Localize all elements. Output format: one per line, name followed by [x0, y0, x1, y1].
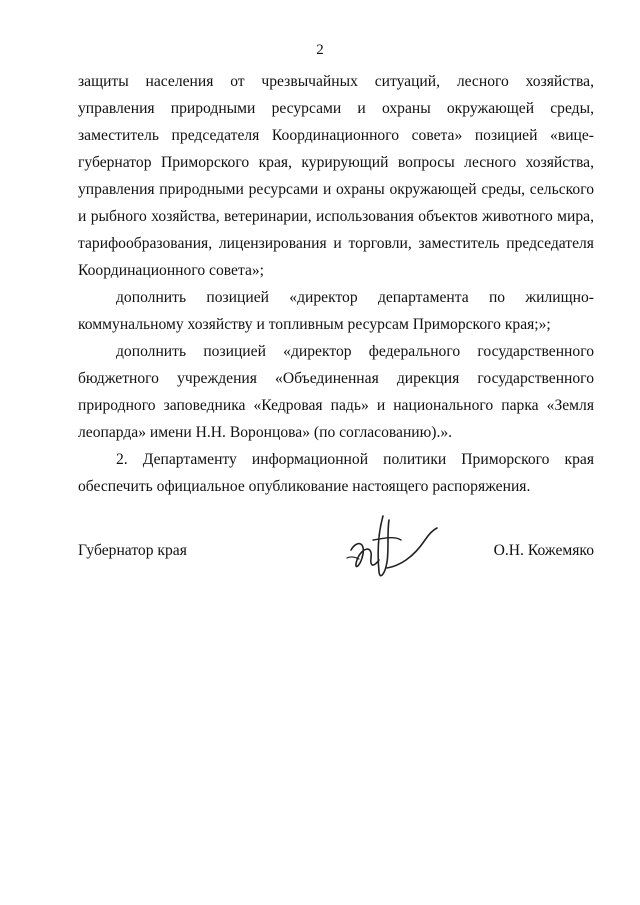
signatory-name: О.Н. Кожемяко [493, 542, 594, 559]
handwritten-signature [343, 510, 443, 585]
paragraph-publication-order: 2. Департаменту информационной политики Приморского края обеспечить официальное опубликование настоящего распоряжения. [78, 451, 594, 495]
document-body [78, 68, 594, 500]
paragraph-reserve-director: дополнить позицией «директор федерального государственного бюджетного учреждения «Объединенная дирекция государственного природного заповедника «Кедровая падь» и национального парка «Земля леопарда» имени Н.Н. Воронцова» (по согласованию).». [78, 343, 594, 441]
signatory-title: Губернатор края [78, 542, 187, 559]
paragraph-continuation: защиты населения от чрезвычайных ситуаций, лесного хозяйства, управления природными ресурсами и охраны окружающей среды, заместитель председателя Координационного совета» позицией «вице-губернатор Приморского края, курирующий вопросы лесного хозяйства, управления природными ресурсами и охраны окружающей среды, сельского и рыбного хозяйства, ветеринарии, использования объектов животного мира, тарифообразования, лицензирования и торговли, заместитель председателя Координационного совета»; [78, 73, 594, 279]
signature-block [78, 510, 594, 590]
paragraph-housing-director: дополнить позицией «директор департамента по жилищно-коммунальному хозяйству и топливным ресурсам Приморского края;»; [78, 289, 594, 333]
page-number: 2 [316, 42, 324, 58]
